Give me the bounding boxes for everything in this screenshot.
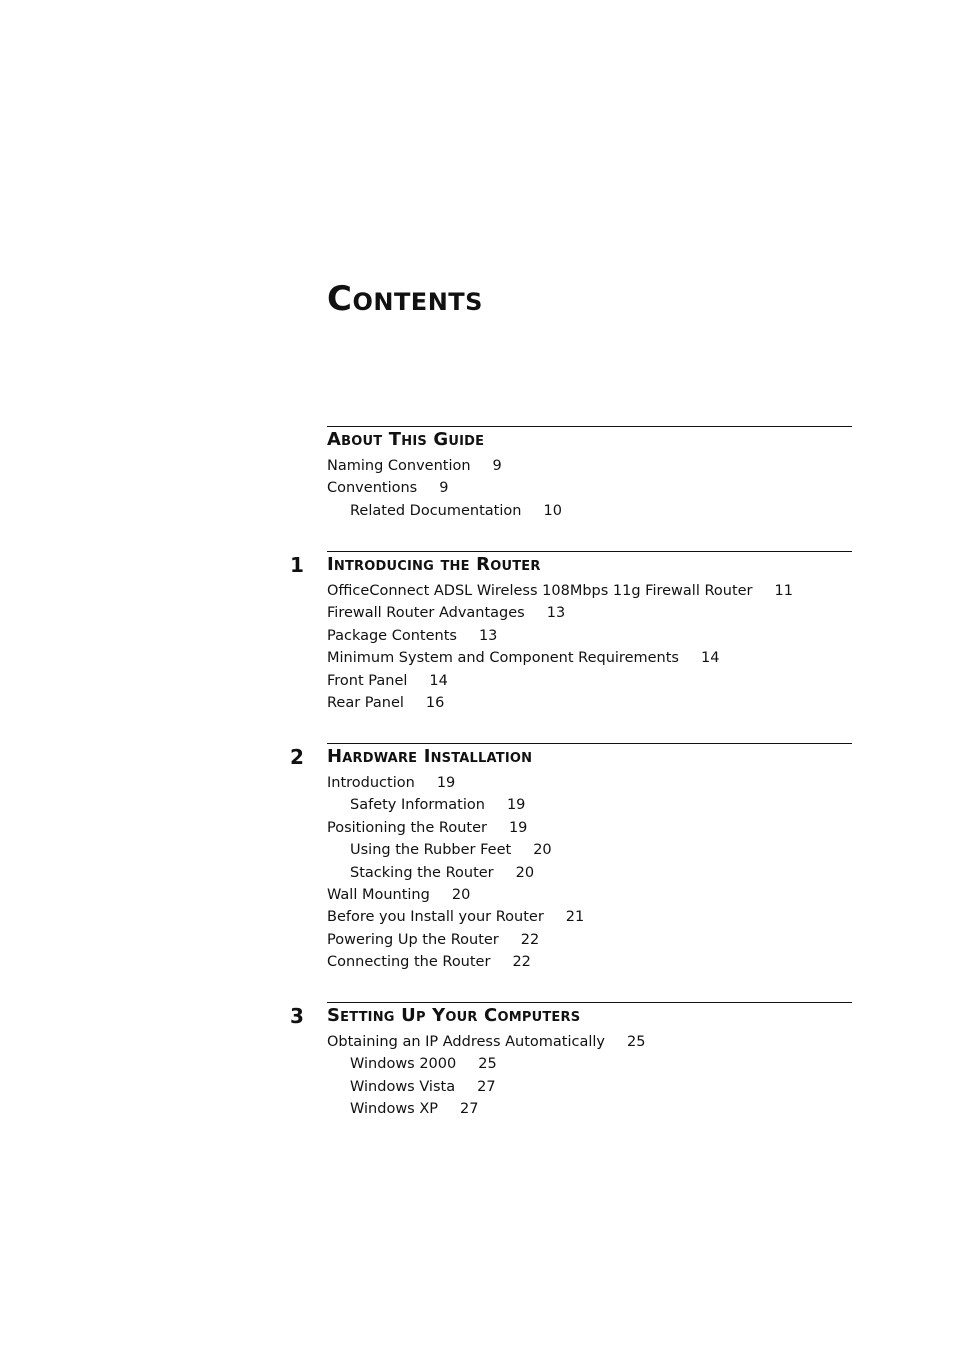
toc-entry-text: Stacking the Router xyxy=(350,864,494,881)
toc-entry-page: 20 xyxy=(515,864,535,881)
toc-entry-page: 19 xyxy=(436,775,456,791)
toc-entry-page: 22 xyxy=(512,954,531,971)
toc-section-about-this-guide xyxy=(327,426,852,522)
toc-entry-page: 27 xyxy=(477,1078,496,1095)
toc-entry-text: Positioning the Router xyxy=(327,819,487,836)
section-header xyxy=(290,1003,852,1031)
section-title[interactable]: Hardware Installation xyxy=(327,746,533,767)
toc-entry[interactable] xyxy=(327,951,852,973)
toc-entry-text: Powering Up the Router xyxy=(327,931,499,948)
toc-entry-text: Using the Rubber Feet xyxy=(350,842,512,859)
toc-entry-text: Rear Panel xyxy=(327,694,404,711)
toc-entry-page: 22 xyxy=(520,931,540,948)
toc-entry-text: Introduction xyxy=(327,775,415,791)
toc-entry-page: 21 xyxy=(565,909,585,926)
toc-entry[interactable] xyxy=(327,772,852,794)
toc-entry-page: 10 xyxy=(543,502,562,519)
toc-entry-page: 25 xyxy=(627,1034,646,1050)
toc-entry-text: Package Contents xyxy=(327,627,457,644)
toc-subentry[interactable] xyxy=(327,1053,852,1075)
toc-entry[interactable] xyxy=(327,647,852,669)
toc-entry-page: 9 xyxy=(492,458,502,474)
toc-entry-text: Related Documentation xyxy=(350,502,522,519)
toc-subentry[interactable] xyxy=(327,839,852,861)
toc-entry-page: 14 xyxy=(429,672,448,689)
toc-entry-text: OfficeConnect ADSL Wireless 108Mbps 11g Firewall Router xyxy=(327,583,753,599)
toc-entry[interactable] xyxy=(327,1031,852,1053)
toc-entry-page: 27 xyxy=(460,1101,479,1118)
toc-entry-page: 13 xyxy=(546,605,566,622)
section-title[interactable]: Introducing the Router xyxy=(327,554,541,575)
chapter-number: 1 xyxy=(290,553,304,577)
page-title: Contents xyxy=(327,279,483,319)
toc-entry[interactable] xyxy=(327,692,852,714)
toc-entry-page: 11 xyxy=(774,583,793,599)
chapter-number: 3 xyxy=(290,1004,304,1028)
toc-section-setting-up-your-computers xyxy=(290,1002,852,1121)
toc-entry-text: Naming Convention xyxy=(327,458,471,474)
toc-entry[interactable] xyxy=(327,580,852,602)
section-header xyxy=(290,744,852,772)
toc-entry[interactable] xyxy=(327,670,852,692)
section-header xyxy=(290,552,852,580)
toc-entry-page: 14 xyxy=(700,650,720,667)
toc-entry[interactable] xyxy=(327,906,852,928)
chapter-number: 2 xyxy=(290,745,304,769)
toc-entry-text: Wall Mounting xyxy=(327,886,430,903)
section-title[interactable]: About This Guide xyxy=(327,429,485,450)
toc-entry-page: 13 xyxy=(478,627,498,644)
toc-entry-text: Safety Information xyxy=(350,797,485,814)
toc-section-introducing-the-router xyxy=(290,551,852,714)
toc-entry-list xyxy=(327,580,852,714)
toc-entry[interactable] xyxy=(327,455,852,477)
toc-entry-text: Windows 2000 xyxy=(350,1056,457,1073)
toc-entry[interactable] xyxy=(327,929,852,951)
toc-entry-text: Connecting the Router xyxy=(327,954,491,971)
toc-subentry[interactable] xyxy=(327,794,852,816)
toc-entry-page: 19 xyxy=(506,797,526,814)
toc-entry-text: Before you Install your Router xyxy=(327,909,544,926)
toc-entry-text: Minimum System and Component Requirements xyxy=(327,650,679,667)
section-header xyxy=(327,427,852,455)
toc-subentry[interactable] xyxy=(327,500,852,522)
toc-entry[interactable] xyxy=(327,625,852,647)
toc-entry-text: Obtaining an IP Address Automatically xyxy=(327,1034,605,1050)
toc-entry-page: 16 xyxy=(425,694,445,711)
toc-entry-list xyxy=(327,772,852,974)
toc-entry-page: 20 xyxy=(451,886,471,903)
toc-entry-page: 9 xyxy=(439,480,449,497)
toc-subentry[interactable] xyxy=(327,1098,852,1120)
toc-entry[interactable] xyxy=(327,884,852,906)
toc-entry[interactable] xyxy=(327,477,852,499)
toc-section-hardware-installation xyxy=(290,743,852,974)
toc-entry-page: 20 xyxy=(533,842,552,859)
toc-entry-text: Front Panel xyxy=(327,672,408,689)
toc-entry-list xyxy=(327,1031,852,1121)
toc-entry[interactable] xyxy=(327,602,852,624)
toc-entry-list xyxy=(327,455,852,522)
toc-entry-text: Windows Vista xyxy=(350,1078,456,1095)
toc-entry-text: Windows XP xyxy=(350,1101,439,1118)
toc-entry[interactable] xyxy=(327,817,852,839)
toc-subentry[interactable] xyxy=(327,862,852,884)
toc-entry-text: Firewall Router Advantages xyxy=(327,605,525,622)
toc-entry-page: 25 xyxy=(478,1056,497,1073)
toc-entry-text: Conventions xyxy=(327,480,418,497)
toc-subentry[interactable] xyxy=(327,1076,852,1098)
toc-entry-page: 19 xyxy=(508,819,528,836)
section-title[interactable]: Setting Up Your Computers xyxy=(327,1005,581,1026)
